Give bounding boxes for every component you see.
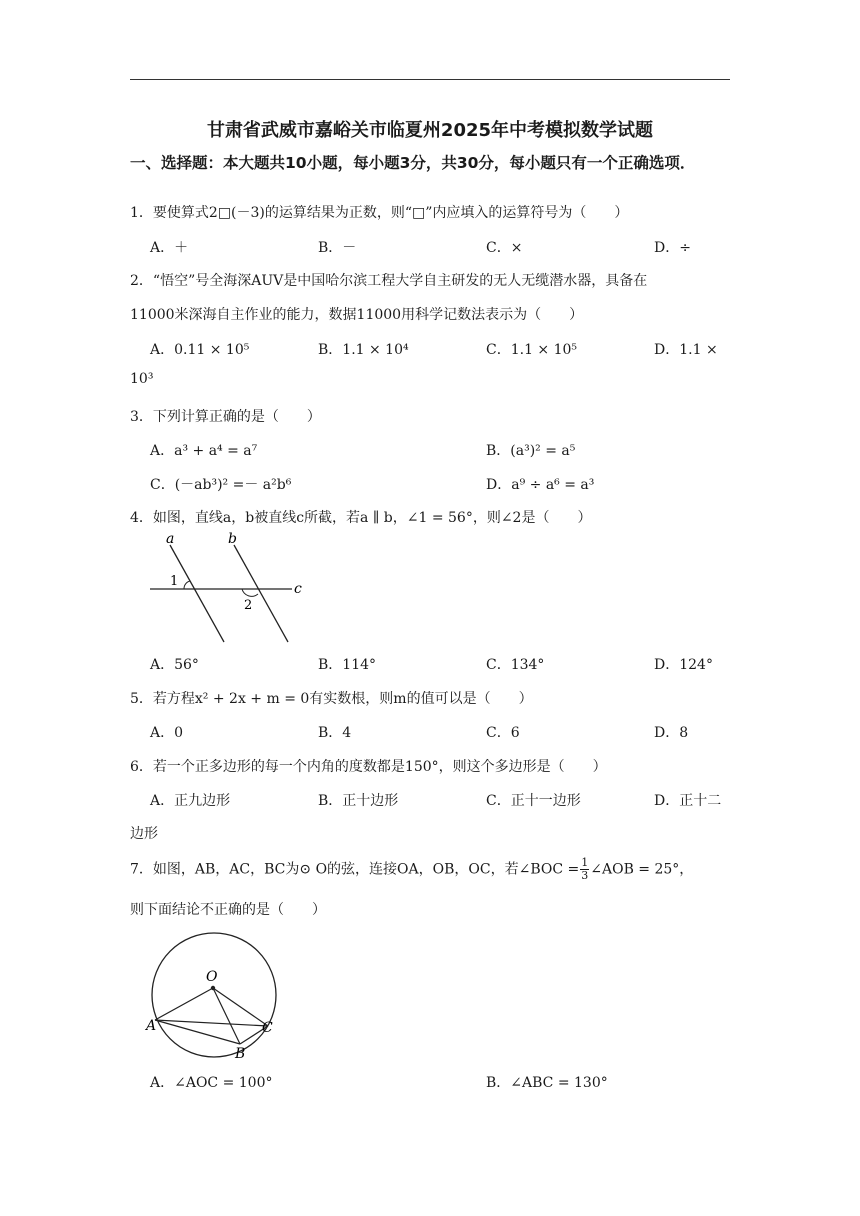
q7-label-a: A — [146, 1018, 157, 1034]
q2-stem-line1: 2．“悟空”号全海深AUV是中国哈尔滨工程大学自主研发的无人无缆潜水器，具备在 — [130, 273, 648, 289]
q5-option-d: D．8 — [654, 725, 689, 741]
q4-label-angle2: 2 — [244, 598, 253, 613]
q4-label-a: a — [166, 531, 175, 547]
q2-option-c: C．1.1 × 10⁵ — [486, 342, 578, 358]
q6-option-d-cont: 边形 — [130, 826, 158, 842]
q6-option-a: A．正九边形 — [150, 793, 231, 809]
q7-fraction — [580, 857, 589, 882]
q6-option-c: C．正十一边形 — [486, 793, 581, 809]
q6-stem: 6．若一个正多边形的每一个内角的度数都是150°，则这个多边形是（ ） — [130, 759, 607, 775]
q7-option-b: B．∠ABC = 130° — [486, 1075, 608, 1091]
q2-stem-line2: 11000米深海自主作业的能力，数据11000用科学记数法表示为（ ） — [130, 307, 584, 323]
q7-figure — [140, 928, 288, 1062]
q4-label-c: c — [294, 581, 302, 597]
q5-option-b: B．4 — [318, 725, 352, 741]
q6-option-b: B．正十边形 — [318, 793, 399, 809]
q7-label-c: C — [262, 1020, 273, 1036]
q3-option-b: B．(a³)² = a⁵ — [486, 443, 576, 459]
q3-option-d: D．a⁹ ÷ a⁶ = a³ — [486, 477, 595, 493]
q1-option-a: A．＋ — [150, 240, 189, 256]
q4-stem: 4．如图，直线a，b被直线c所截，若a ∥ b，∠1 = 56°，则∠2是（ ） — [130, 510, 592, 526]
q4-label-b: b — [228, 531, 237, 547]
q7-label-b: B — [235, 1046, 246, 1062]
q3-option-c: C．(－ab³)² =－ a²b⁶ — [150, 477, 292, 493]
q2-option-d-cont: 10³ — [130, 371, 154, 387]
q7-label-o: O — [206, 969, 218, 985]
q7-stem-part1: 7．如图，AB，AC，BC为⊙ O的弦，连接OA，OB，OC，若∠BOC = — [130, 861, 580, 878]
q4-option-a: A．56° — [150, 657, 199, 673]
q4-label-angle1: 1 — [170, 574, 179, 589]
header-rule — [130, 79, 730, 80]
q4-option-d: D．124° — [654, 657, 713, 673]
q1-option-d: D．÷ — [654, 240, 691, 256]
q4-option-c: C．134° — [486, 657, 545, 673]
q5-stem: 5．若方程x² + 2x + m = 0有实数根，则m的值可以是（ ） — [130, 691, 533, 707]
q3-option-a: A．a³ + a⁴ = a⁷ — [150, 443, 258, 459]
q2-option-b: B．1.1 × 10⁴ — [318, 342, 409, 358]
q1-option-b: B．－ — [318, 240, 357, 256]
page-title: 甘肃省武威市嘉峪关市临夏州2025年中考模拟数学试题 — [206, 120, 654, 141]
q5-option-c: C．6 — [486, 725, 520, 741]
q7-stem-line2: 则下面结论不正确的是（ ） — [130, 902, 326, 918]
section-heading: 一、选择题：本大题共10小题，每小题3分，共30分，每小题只有一个正确选项． — [130, 154, 696, 172]
q2-option-a: A．0.11 × 10⁵ — [150, 342, 250, 358]
q7-frac-den: 3 — [581, 869, 589, 882]
q1-option-c: C．× — [486, 240, 523, 256]
q7-stem-part2: ∠AOB = 25°， — [590, 861, 694, 878]
q7-option-a: A．∠AOC = 100° — [150, 1075, 273, 1091]
q1-stem: 1．要使算式2□(－3)的运算结果为正数，则“□”内应填入的运算符号为（ ） — [130, 205, 629, 221]
q7-frac-num: 1 — [581, 856, 589, 869]
q3-stem: 3．下列计算正确的是（ ） — [130, 409, 321, 425]
q5-option-a: A．0 — [150, 725, 184, 741]
q4-option-b: B．114° — [318, 657, 377, 673]
q7-stem-line1 — [130, 857, 734, 882]
q2-option-d: D．1.1 × — [654, 342, 718, 358]
q6-option-d: D．正十二 — [654, 793, 722, 809]
q4-figure — [140, 530, 320, 648]
